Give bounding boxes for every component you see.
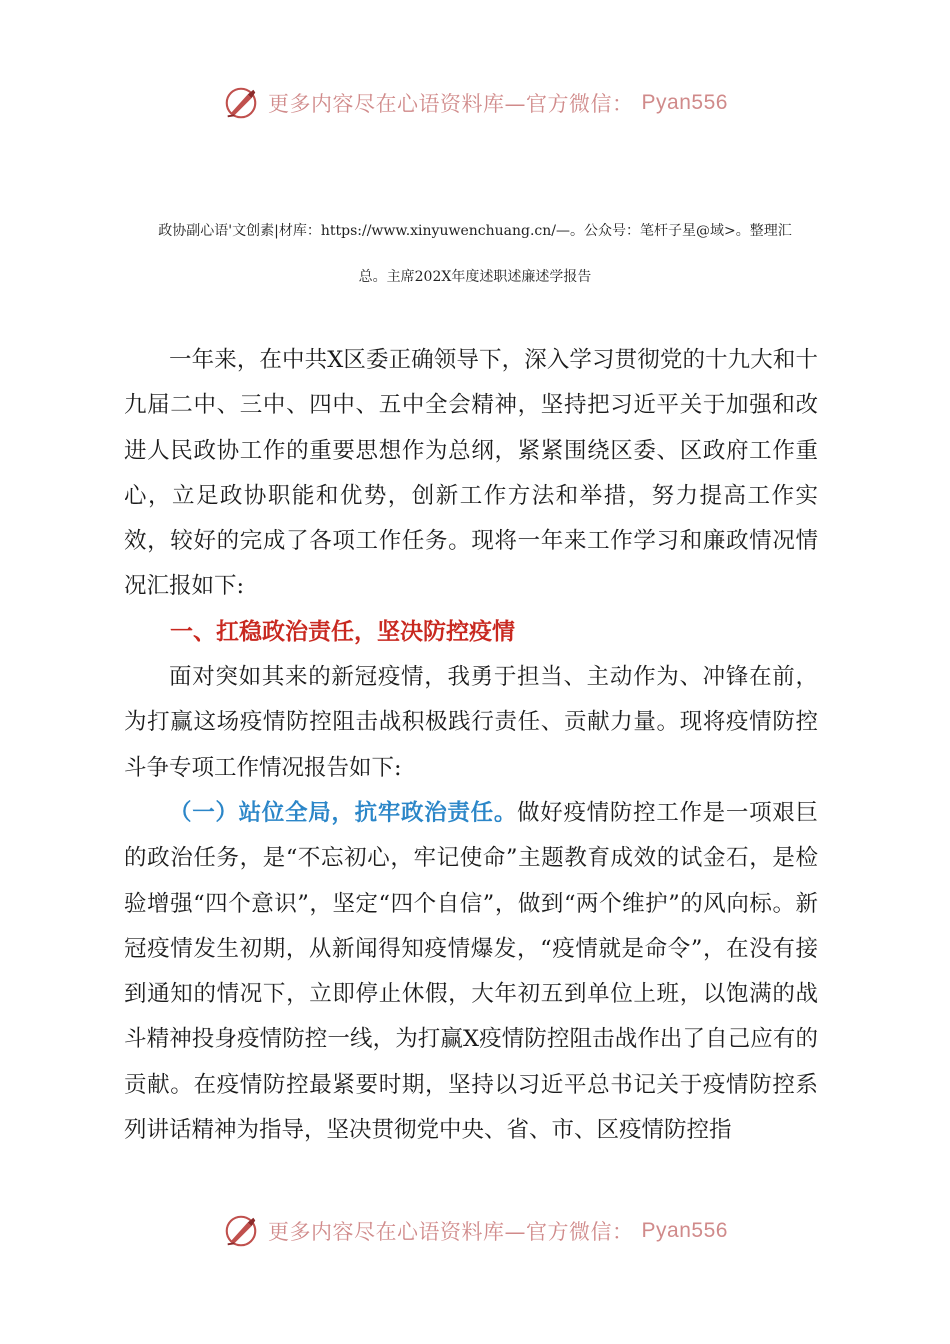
banner-wechat-id: Pyan556	[641, 91, 728, 114]
pen-nib-circle-icon	[222, 84, 260, 122]
paragraph-3	[124, 791, 818, 1153]
intro-paragraph: 一年来，在中共X区委正确领导下，深入学习贯彻党的十九大和十九届二中、三中、四中、五中全会精神，坚持把习近平关于加强和改进人民政协工作的重要思想作为总纲，紧紧围绕区委、区政府工作重心，立足政协职能和优势，创新工作方法和举措，努力提高工作实效，较好的完成了各项工作任务。现将一年来工作学习和廉政情况情况汇报如下:	[124, 347, 818, 600]
subsection-1-text: 做好疫情防控工作是一项艰巨的政治任务，是“不忘初心，牢记使命”主题教育成效的试金石，是检验增强“四个意识”，坚定“四个自信”，做到“两个维护”的风向标。新冠疫情发生初期，从新闻得知疫情爆发，“疫情就是命令”，在没有接到通知的情况下，立即停止休假，大年初五到单位上班，以饱满的战斗精神投身疫情防控一线，为打赢X疫情防控阻击战作出了自己应有的贡献。在疫情防控最紧要时期，坚持以习近平总书记关于疫情防控系列讲话精神为指导，坚决贯彻党中央、省、市、区疫情防控指	[124, 799, 818, 1144]
watermark-banner-bottom	[0, 1212, 950, 1250]
banner-wechat-id: Pyan556	[641, 1219, 728, 1242]
document-body	[124, 338, 818, 1153]
banner-text: 更多内容尽在心语资料库—官方微信：	[268, 92, 634, 116]
document-header	[120, 208, 830, 300]
watermark-banner-top	[0, 84, 950, 122]
paragraph-2: 面对突如其来的新冠疫情，我勇于担当、主动作为、冲锋在前，为打赢这场疫情防控阻击战积极践行责任、贡献力量。现将疫情防控斗争专项工作情况报告如下:	[124, 664, 818, 781]
pen-nib-circle-icon	[222, 1212, 260, 1250]
section-heading-1: 一、扛稳政治责任，坚决防控疫情	[170, 618, 515, 645]
banner-text: 更多内容尽在心语资料库—官方微信：	[268, 1220, 634, 1244]
header-line-1: 政协副心语'文创素|材库：https://www.xinyuwenchuang.cn/—。公众号：笔杆子星@域>。整理汇	[158, 223, 792, 239]
header-line-2: 总。主席202X年度述职述廉述学报告	[358, 269, 592, 285]
subsection-heading-1: （一）站位全局，抗牢政治责任。	[169, 799, 518, 826]
